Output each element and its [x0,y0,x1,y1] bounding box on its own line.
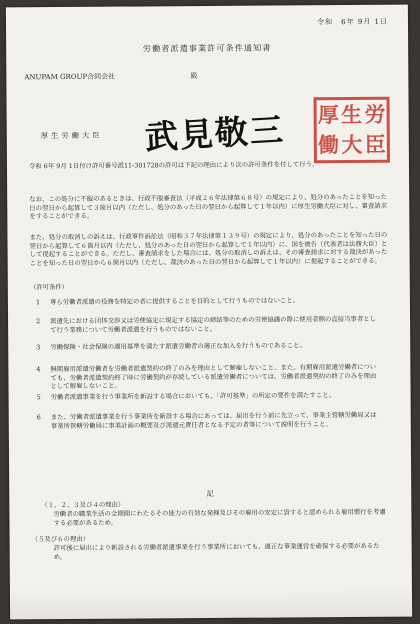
official-seal [314,97,390,164]
seal-char: 働 [317,132,340,158]
reason-text: 労働者の職業生活の全期間にわたるその能力の有効な発揮及びその雇用の安定に資すると認められる雇用慣行を考慮する必要があるため。 [53,507,386,527]
condition-item [36,391,387,402]
condition-number: 2 [36,317,41,326]
issuer-title: 厚生労働大臣 [40,130,103,141]
condition-number: 5 [36,393,41,402]
seal-char: 大 [341,131,363,158]
permit-conditions-notice [6,5,412,620]
condition-item [36,410,387,430]
condition-text: 派遣先における団体交渉又は労使協定に規定する協定の締結等のための労使協議の際に使用者側の直接当事者として行う業務について労働者派遣を行うものではないこと。 [50,314,377,334]
handwritten-signature: 武見敬三 [143,109,286,158]
condition-item [36,341,386,352]
condition-text: 無期雇用派遣労働者を労働者派遣契約の終了のみを理由として解雇しないこと。また、有期雇用派遣労働者についても、労働者派遣契約終了時に労働契約が存続している派遣労働者については、労働者派遣契約の終了のみを理由として解雇しないこと。 [50,362,377,391]
reason-heading: （１、２、３及び４の理由） [41,500,125,510]
document-title: 労働者派遣事業許可条件通知書 [142,42,272,54]
seal-char: 労 [364,101,386,127]
condition-number: 6 [36,413,41,422]
condition-text: 労働保険・社会保険の適用基準を満たす派遣労働者の適正な加入を行うものであること。 [50,341,306,352]
honorific: 殿 [190,72,198,81]
condition-number: 4 [36,365,41,374]
condition-item [36,314,386,334]
condition-text: 専ら労働者派遣の役務を特定の者に提供することを目的として行うものではないこと。 [49,296,300,307]
paper-shadow [10,587,412,620]
body-paragraph-permit: 令和 6年 9月 1日付け許可番号派11-301728の許可は下記の理由により次の許可条件を付して行う。 [28,160,319,171]
issue-date: 令和 6年 9月 1日 [317,17,389,27]
seal-char: 厚 [317,102,339,128]
condition-text: また、労働者派遣事業を行う事業所を新設する場合にあっては、届出を行う前に先立って、事業主管轄労働局又は事業所管轄労働局に事業計画の概要及び派遣元責任者となる予定の者等について説明を行うこと。 [50,410,377,430]
conditions-heading: （許可条件） [29,282,69,292]
recipient-company: ANUPAM GROUP合同会社 [24,72,116,82]
condition-item [35,296,386,307]
seal-char: 臣 [364,131,386,157]
body-paragraph-appeal: なお、この処分に不服のあるときは、行政不服審査法（平成２６年法律第６８号）の規定により、処分のあったことを知った日の翌日から起算して３箇月以内（ただし、処分のあった日の翌日から起算して１年以内）に厚生労働大臣に対し、審査請求をすることができる。 [29,192,388,221]
body-paragraph-lawsuit: また、処分の取消しの訴えは、行政事件訴訟法（昭和３７年法律第１３９号）の規定により、処分のあったことを知った日の翌日から起算して６箇月以内（ただし、処分のあった日の翌日から起算して１年以内）に、国を被告（代表者は法務大臣）として提起することができる。ただし、審査請求をした場合には、処分の取消しの訴えは、その審査請求に対する裁決があったことを知った日の翌日から６箇月以内（ただし、裁決のあった日の翌日から起算して１年以内）に提起することができる。 [29,230,388,267]
condition-number: 3 [36,343,41,352]
condition-number: 1 [35,298,41,307]
seal-char: 生 [341,101,363,128]
condition-text: 労働者派遣事業を行う事業所を新設する場合においても、「許可基準」の所定の要件を満たすこと。 [50,391,336,402]
reason-text: 許可後に届出により新設される労働者派遣事業を行う事業所においても、適正な事業運営を確保する必要があるため。 [53,541,380,561]
condition-item [36,362,386,391]
notes-marker: 記 [206,489,214,499]
reason-heading: （５及び６の理由） [31,534,90,544]
